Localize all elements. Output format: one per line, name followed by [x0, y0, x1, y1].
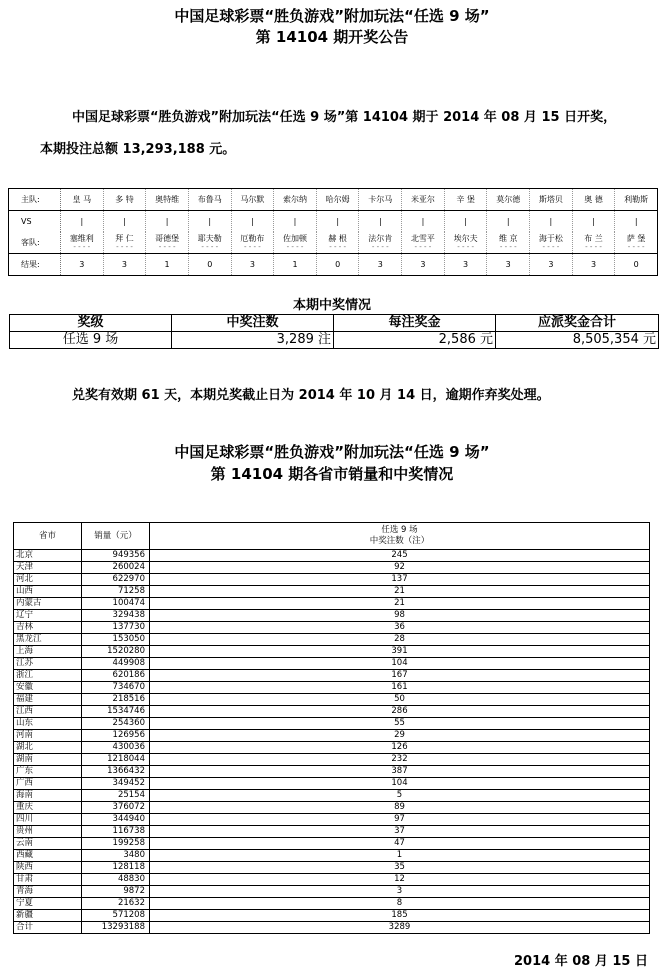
province-row: [14, 754, 650, 766]
province-row: [14, 706, 650, 718]
province-table: [13, 522, 650, 934]
province-winners: 21: [150, 586, 650, 598]
match-home-team: 哈尔姆: [316, 189, 359, 211]
province-province: 江西: [14, 706, 82, 718]
prize-header-level: 奖级: [10, 315, 172, 332]
province-row: [14, 598, 650, 610]
announcement-line2: 本期投注总额 13,293,188 元。: [40, 142, 236, 157]
province-row: [14, 730, 650, 742]
province-winners: 286: [150, 706, 650, 718]
province-province: 安徽: [14, 682, 82, 694]
province-winners: 89: [150, 802, 650, 814]
match-separator: |: [61, 211, 104, 233]
province-province: 新疆: [14, 910, 82, 922]
page-title: 中国足球彩票“胜负游戏”附加玩法“任选 9 场”: [174, 7, 490, 25]
province-row: [14, 694, 650, 706]
validity-note: 兑奖有效期 61 天，本期兑奖截止日为 2014 年 10 月 14 日，逾期作弃奖处理。: [72, 388, 550, 403]
province-row: [14, 814, 650, 826]
province-title: 中国足球彩票“胜负游戏”附加玩法“任选 9 场”: [174, 443, 490, 461]
province-sales: 21632: [82, 898, 150, 910]
province-row: [14, 850, 650, 862]
province-province: 陕西: [14, 862, 82, 874]
province-winners: 35: [150, 862, 650, 874]
match-result: 0: [316, 254, 359, 276]
match-dashes: - - - -: [201, 243, 219, 251]
province-province: 内蒙古: [14, 598, 82, 610]
province-row: [14, 790, 650, 802]
match-result: 0: [188, 254, 231, 276]
province-header-sales: 销量（元）: [82, 523, 150, 550]
match-home-team: 斯塔贝: [530, 189, 573, 211]
match-dashes: - - - -: [542, 243, 560, 251]
province-winners: 161: [150, 682, 650, 694]
province-province: 吉林: [14, 622, 82, 634]
province-winners: 97: [150, 814, 650, 826]
province-row: [14, 718, 650, 730]
match-away-team: 塞维利: [69, 234, 94, 243]
province-row: [14, 622, 650, 634]
match-away-team: 北雪平: [410, 234, 435, 243]
province-sales: 949356: [82, 550, 150, 562]
match-away-cell: [146, 232, 189, 254]
province-sales: 349452: [82, 778, 150, 790]
province-sales: 329438: [82, 610, 150, 622]
match-home-team: 皇 马: [61, 189, 104, 211]
match-away-team: 耶夫勒: [197, 234, 222, 243]
province-row: [14, 862, 650, 874]
match-dashes: - - - -: [243, 243, 261, 251]
province-sales: 344940: [82, 814, 150, 826]
province-header-winners: [150, 523, 650, 550]
match-result: 1: [274, 254, 317, 276]
match-away-row: [9, 232, 658, 254]
province-province: 福建: [14, 694, 82, 706]
match-result: 3: [572, 254, 615, 276]
province-sales: 137730: [82, 622, 150, 634]
match-away-team: 拜 仁: [115, 234, 134, 243]
province-winners: 1: [150, 850, 650, 862]
prize-table: [9, 314, 659, 349]
prize-header-row: [10, 315, 659, 332]
province-province: 山东: [14, 718, 82, 730]
away-label: 客队:: [9, 232, 61, 254]
match-result: 3: [530, 254, 573, 276]
province-province: 湖北: [14, 742, 82, 754]
match-home-team: 莫尔德: [487, 189, 530, 211]
match-separator: |: [359, 211, 402, 233]
match-dashes: - - - -: [414, 243, 432, 251]
province-row: [14, 670, 650, 682]
footer-date: 2014 年 08 月 15 日: [514, 954, 648, 969]
match-away-team: 佐加顿: [283, 234, 308, 243]
province-winners: 5: [150, 790, 650, 802]
prize-caption: 本期中奖情况: [292, 298, 371, 313]
province-sales: 218516: [82, 694, 150, 706]
province-province: 宁夏: [14, 898, 82, 910]
match-away-team: 维 京: [498, 234, 518, 243]
province-row: [14, 778, 650, 790]
province-sales: 1534746: [82, 706, 150, 718]
province-province: 浙江: [14, 670, 82, 682]
province-winners: 36: [150, 622, 650, 634]
province-sales: 449908: [82, 658, 150, 670]
province-province: 湖南: [14, 754, 82, 766]
province-sales: 254360: [82, 718, 150, 730]
match-result: 3: [231, 254, 274, 276]
match-home-team: 多 特: [103, 189, 146, 211]
match-dashes: - - - -: [627, 243, 645, 251]
match-away-cell: [402, 232, 445, 254]
province-row: [14, 610, 650, 622]
province-winners: 3289: [150, 922, 650, 934]
province-winners: 232: [150, 754, 650, 766]
province-province: 广东: [14, 766, 82, 778]
match-away-cell: [615, 232, 658, 254]
match-result: 3: [61, 254, 104, 276]
province-winners: 98: [150, 610, 650, 622]
province-winners: 167: [150, 670, 650, 682]
province-province: 江苏: [14, 658, 82, 670]
match-separator: |: [487, 211, 530, 233]
province-row: [14, 922, 650, 934]
province-winners: 50: [150, 694, 650, 706]
match-home-team: 奥特维: [146, 189, 189, 211]
province-sales: 376072: [82, 802, 150, 814]
province-row: [14, 802, 650, 814]
match-result: 0: [615, 254, 658, 276]
province-row: [14, 826, 650, 838]
province-sales: 25154: [82, 790, 150, 802]
province-sales: 153050: [82, 634, 150, 646]
match-separator: |: [274, 211, 317, 233]
match-away-cell: [103, 232, 146, 254]
province-province: 合计: [14, 922, 82, 934]
result-label: 结果:: [9, 254, 61, 276]
match-separator: |: [188, 211, 231, 233]
match-separator: |: [615, 211, 658, 233]
province-sales: 48830: [82, 874, 150, 886]
match-result: 1: [146, 254, 189, 276]
match-away-team: 海于松: [538, 234, 563, 243]
province-row: [14, 910, 650, 922]
province-winners: 126: [150, 742, 650, 754]
match-dashes: - - - -: [457, 243, 474, 251]
page-subtitle: 第 14104 期开奖公告: [255, 28, 409, 46]
match-dashes: - - - -: [371, 243, 389, 251]
match-away-cell: [572, 232, 615, 254]
prize-header-total: 应派奖金合计: [496, 315, 659, 332]
match-dashes: - - - -: [73, 243, 91, 251]
province-sales: 430036: [82, 742, 150, 754]
province-sales: 100474: [82, 598, 150, 610]
match-away-cell: [487, 232, 530, 254]
province-sales: 622970: [82, 574, 150, 586]
province-province: 甘肃: [14, 874, 82, 886]
match-away-team: 赫 根: [328, 234, 347, 243]
province-province: 广西: [14, 778, 82, 790]
province-winners: 104: [150, 778, 650, 790]
province-winners: 137: [150, 574, 650, 586]
vs-label: VS: [9, 211, 61, 233]
province-province: 天津: [14, 562, 82, 574]
province-row: [14, 586, 650, 598]
province-sales: 1218044: [82, 754, 150, 766]
province-row: [14, 886, 650, 898]
province-row: [14, 874, 650, 886]
match-away-cell: [188, 232, 231, 254]
province-row: [14, 574, 650, 586]
province-row: [14, 562, 650, 574]
province-sales: 116738: [82, 826, 150, 838]
province-sales: 71258: [82, 586, 150, 598]
province-winners: 245: [150, 550, 650, 562]
prize-row: [10, 332, 659, 349]
match-away-cell: [316, 232, 359, 254]
match-away-cell: [231, 232, 274, 254]
match-away-team: 哥德堡: [155, 234, 180, 243]
province-sales: 1366432: [82, 766, 150, 778]
match-result: 3: [103, 254, 146, 276]
match-result: 3: [359, 254, 402, 276]
prize-per-bet: 2,586 元: [334, 332, 496, 349]
province-sales: 128118: [82, 862, 150, 874]
prize-winners: 3,289 注: [172, 332, 334, 349]
province-winners: 47: [150, 838, 650, 850]
match-home-team: 马尔默: [231, 189, 274, 211]
province-winners: 8: [150, 898, 650, 910]
province-row: [14, 838, 650, 850]
match-dashes: - - - -: [158, 243, 176, 251]
province-winners: 55: [150, 718, 650, 730]
province-winners: 92: [150, 562, 650, 574]
match-separator: |: [231, 211, 274, 233]
match-home-row: [9, 189, 658, 211]
province-province: 北京: [14, 550, 82, 562]
home-label: 主队:: [9, 189, 61, 211]
province-province: 河北: [14, 574, 82, 586]
province-sales: 571208: [82, 910, 150, 922]
match-dashes: - - - -: [499, 243, 517, 251]
province-sales: 734670: [82, 682, 150, 694]
match-result: 3: [402, 254, 445, 276]
province-province: 重庆: [14, 802, 82, 814]
province-province: 西藏: [14, 850, 82, 862]
match-home-team: 索尔纳: [274, 189, 317, 211]
province-row: [14, 898, 650, 910]
province-winners: 387: [150, 766, 650, 778]
match-home-team: 卡尔马: [359, 189, 402, 211]
province-row: [14, 634, 650, 646]
province-province: 河南: [14, 730, 82, 742]
province-header-province: 省市: [14, 523, 82, 550]
province-winners: 3: [150, 886, 650, 898]
province-sales: 3480: [82, 850, 150, 862]
match-dashes: - - - -: [286, 243, 304, 251]
match-result: 3: [444, 254, 487, 276]
match-away-team: 布 兰: [584, 234, 603, 243]
province-row: [14, 646, 650, 658]
province-winners: 104: [150, 658, 650, 670]
match-separator: |: [402, 211, 445, 233]
province-winners: 12: [150, 874, 650, 886]
province-province: 云南: [14, 838, 82, 850]
province-winners: 28: [150, 634, 650, 646]
match-table: [8, 188, 658, 276]
province-province: 贵州: [14, 826, 82, 838]
match-separator: |: [444, 211, 487, 233]
province-province: 四川: [14, 814, 82, 826]
match-dashes: - - - -: [116, 243, 133, 251]
match-separator: |: [103, 211, 146, 233]
match-result: 3: [487, 254, 530, 276]
province-header-row: [14, 523, 650, 550]
province-province: 山西: [14, 586, 82, 598]
match-away-team: 厄勒布: [240, 234, 265, 243]
match-separator: |: [530, 211, 573, 233]
province-subtitle: 第 14104 期各省市销量和中奖情况: [210, 465, 454, 483]
match-dashes: - - - -: [585, 243, 602, 251]
province-row: [14, 550, 650, 562]
province-row: [14, 658, 650, 670]
match-away-cell: [274, 232, 317, 254]
match-home-team: 奥 德: [572, 189, 615, 211]
prize-header-per-bet: 每注奖金: [334, 315, 496, 332]
province-header-winners-label: 中奖注数（注）: [369, 536, 430, 546]
match-away-cell: [444, 232, 487, 254]
match-away-team: 法尔肯: [368, 234, 393, 243]
match-away-team: 萨 堡: [626, 234, 646, 243]
province-winners: 391: [150, 646, 650, 658]
match-away-team: 埃尔夫: [453, 234, 478, 243]
province-province: 辽宁: [14, 610, 82, 622]
prize-header-winners: 中奖注数: [172, 315, 334, 332]
match-vs-row: [9, 211, 658, 233]
province-row: [14, 682, 650, 694]
prize-level: 任选 9 场: [10, 332, 172, 349]
province-sales: 13293188: [82, 922, 150, 934]
province-table-body: [14, 550, 650, 934]
province-header-game: 任选 9 场: [381, 525, 418, 535]
match-away-cell: [359, 232, 402, 254]
match-home-team: 辛 堡: [444, 189, 487, 211]
match-away-cell: [530, 232, 573, 254]
province-sales: 620186: [82, 670, 150, 682]
province-winners: 185: [150, 910, 650, 922]
match-result-row: [9, 254, 658, 276]
match-home-team: 米亚尔: [402, 189, 445, 211]
match-separator: |: [316, 211, 359, 233]
province-winners: 37: [150, 826, 650, 838]
province-province: 海南: [14, 790, 82, 802]
province-sales: 1520280: [82, 646, 150, 658]
match-home-team: 利勒斯: [615, 189, 658, 211]
province-sales: 260024: [82, 562, 150, 574]
match-separator: |: [572, 211, 615, 233]
province-row: [14, 742, 650, 754]
prize-total: 8,505,354 元: [496, 332, 659, 349]
province-province: 上海: [14, 646, 82, 658]
province-province: 青海: [14, 886, 82, 898]
province-winners: 21: [150, 598, 650, 610]
announcement-line1: 中国足球彩票“胜负游戏”附加玩法“任选 9 场”第 14104 期于 2014 年 08 月 15 日开奖，: [72, 110, 617, 125]
province-row: [14, 766, 650, 778]
match-dashes: - - - -: [329, 243, 347, 251]
province-winners: 29: [150, 730, 650, 742]
match-away-cell: [61, 232, 104, 254]
province-sales: 9872: [82, 886, 150, 898]
match-home-team: 布鲁马: [188, 189, 231, 211]
province-sales: 199258: [82, 838, 150, 850]
province-sales: 126956: [82, 730, 150, 742]
province-province: 黑龙江: [14, 634, 82, 646]
match-separator: |: [146, 211, 189, 233]
